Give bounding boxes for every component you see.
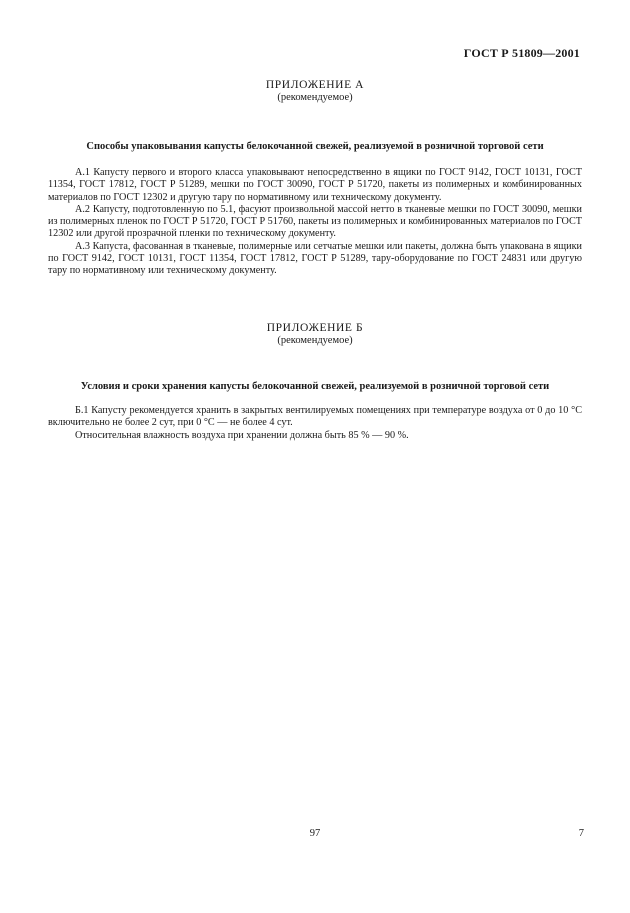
standard-code: ГОСТ Р 51809—2001 bbox=[463, 46, 580, 60]
page-number: 97 bbox=[309, 828, 321, 839]
annex-a-title: ПРИЛОЖЕНИЕ А bbox=[265, 79, 365, 91]
annex-b-header bbox=[48, 322, 582, 347]
annex-b-status: (рекомендуемое) bbox=[277, 335, 353, 346]
annex-a-header bbox=[48, 79, 582, 104]
paragraph-b2: Относительная влажность воздуха при хранении должна быть 85 % — 90 %. bbox=[75, 429, 409, 441]
annex-b-title: ПРИЛОЖЕНИЕ Б bbox=[266, 322, 364, 334]
annex-b-heading: Условия и сроки хранения капусты белокочанной свежей, реализуемой в розничной торговой сети bbox=[80, 381, 550, 392]
annex-a-heading: Способы упаковывания капусты белокочанной свежей, реализуемой в розничной торговой сети bbox=[86, 141, 544, 152]
paragraph-a3: А.3 Капуста, фасованная в тканевые, полимерные или сетчатые мешки или пакеты, должна быть упакована в ящики по ГОСТ 9142, ГОСТ 10131, ГОСТ 11354, ГОСТ 17812, ГОСТ Р 51289, тару-оборудование по ГОСТ 24831 или другую тару по нормативному или техническому документу. bbox=[48, 240, 582, 277]
annex-a-status: (рекомендуемое) bbox=[277, 92, 353, 103]
sheet-number: 7 bbox=[578, 828, 584, 839]
annex-a-body bbox=[48, 167, 582, 278]
paragraph-a1: А.1 Капусту первого и второго класса упаковывают непосредственно в ящики по ГОСТ 9142, ГОСТ 10131, ГОСТ 11354, ГОСТ 17812, ГОСТ Р 51289, мешки по ГОСТ 30090, ГОСТ Р 51720, пакеты из полимерных и комбинированных материалов по ГОСТ 12302 и другую тару по нормативному или техническому документу. bbox=[48, 167, 582, 203]
annex-b-body bbox=[48, 405, 582, 442]
paragraph-b1: Б.1 Капусту рекомендуется хранить в закрытых вентилируемых помещениях при температуре воздуха от 0 до 10 °С включительно не более 2 сут, при 0 °С — не более 4 сут. bbox=[48, 405, 582, 429]
paragraph-a2: А.2 Капусту, подготовленную по 5.1, фасуют произвольной массой нетто в тканевые мешки по ГОСТ 30090, мешки из полимерных пленок по ГОСТ Р 51720, ГОСТ Р 51760, пакеты из полимерных и комбинированных материалов по ГОСТ 12302 или другой прозрачной пленки по техническому документу. bbox=[48, 203, 582, 240]
